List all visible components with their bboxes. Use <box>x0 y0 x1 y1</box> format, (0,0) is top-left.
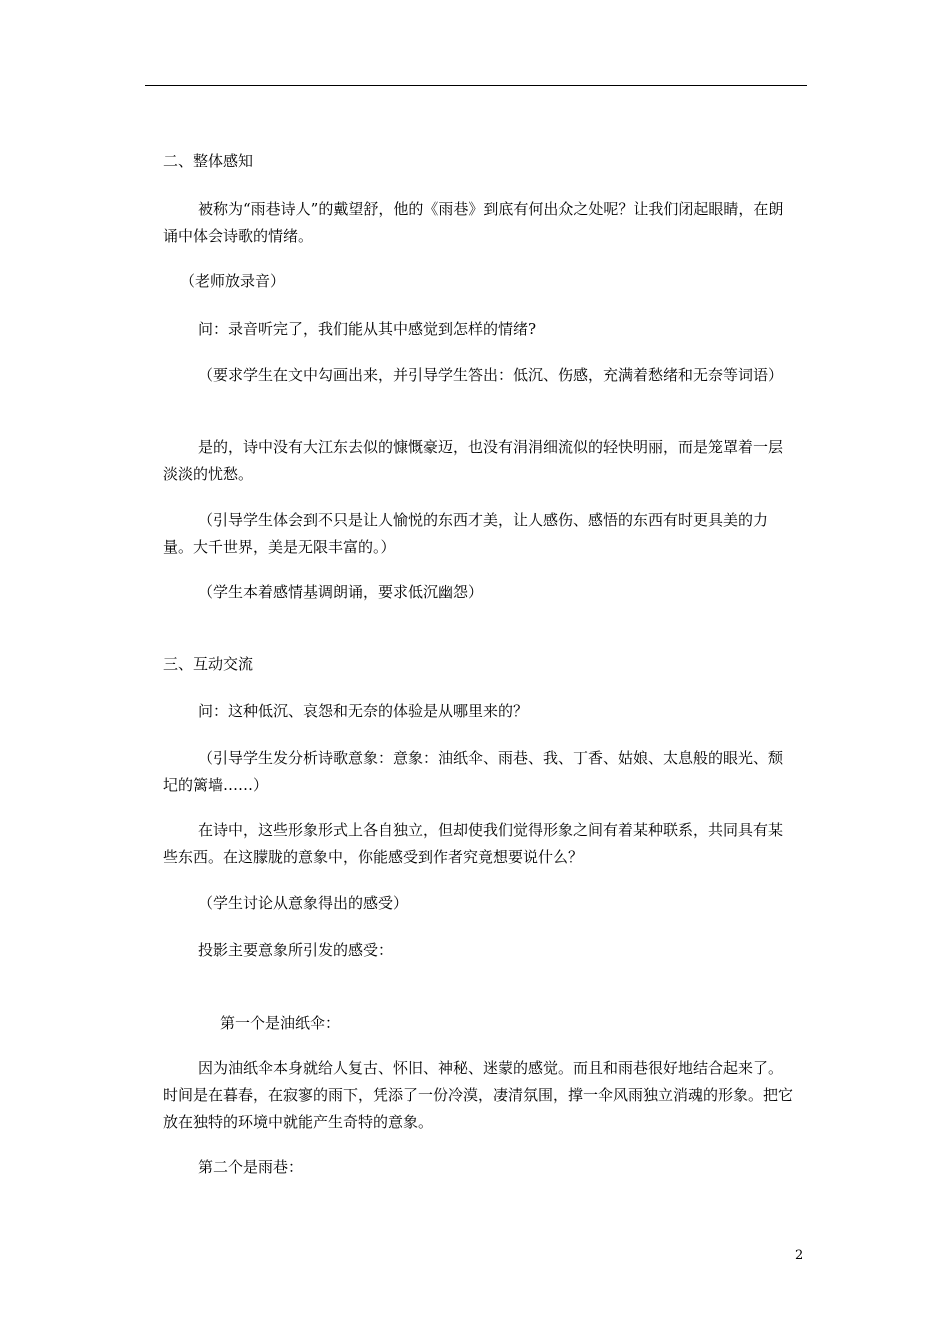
paragraph: 因为油纸伞本身就给人复古、怀旧、神秘、迷蒙的感觉。而且和雨巷很好地结合起来了。时间是在暮春，在寂寥的雨下，凭添了一份冷漠，凄清氛围，撑一伞风雨独立消魂的形象。把它放在独特的环境中就能产生奇特的意象。 <box>163 1059 794 1131</box>
paragraph: 在诗中，这些形象形式上各自独立，但却使我们觉得形象之间有着某种联系，共同具有某些东西。在这朦胧的意象中，你能感受到作者究竟想要说什么？ <box>163 821 784 866</box>
paragraph: （引导学生体会到不只是让人愉悦的东西才美，让人感伤、感悟的东西有时更具美的力量。大千世界，美是无限丰富的。） <box>163 511 769 556</box>
page-number: 2 <box>795 1248 804 1263</box>
paragraph: （要求学生在文中勾画出来，并引导学生答出：低沉、伤感，充满着愁绪和无奈等词语） <box>198 366 784 384</box>
paragraph: （老师放录音） <box>180 272 286 290</box>
paragraph: （学生本着感情基调朗诵，要求低沉幽怨） <box>198 583 484 601</box>
paragraph: 问：录音听完了，我们能从其中感觉到怎样的情绪? <box>198 320 537 338</box>
header-rule <box>145 85 807 86</box>
paragraph: 被称为“雨巷诗人”的戴望舒，他的《雨巷》到底有何出众之处呢？让我们闭起眼睛，在朗诵中体会诗歌的情绪。 <box>163 200 784 245</box>
paragraph: 是的，诗中没有大江东去似的慷慨豪迈，也没有涓涓细流似的轻快明丽，而是笼罩着一层淡淡的忧愁。 <box>163 438 784 483</box>
paragraph: 第二个是雨巷： <box>198 1158 304 1176</box>
paragraph: 投影主要意象所引发的感受： <box>198 941 394 959</box>
paragraph: （学生讨论从意象得出的感受） <box>198 894 409 912</box>
section-heading-overall: 二、整体感知 <box>163 152 254 170</box>
paragraph: 第一个是油纸伞： <box>220 1014 341 1032</box>
paragraph: （引导学生发分析诗歌意象：意象：油纸伞、雨巷、我、丁香、姑娘、太息般的眼光、颓圮的篱墙……） <box>163 749 784 794</box>
section-heading-interaction: 三、互动交流 <box>163 655 254 673</box>
paragraph: 问：这种低沉、哀怨和无奈的体验是从哪里来的？ <box>198 702 529 720</box>
